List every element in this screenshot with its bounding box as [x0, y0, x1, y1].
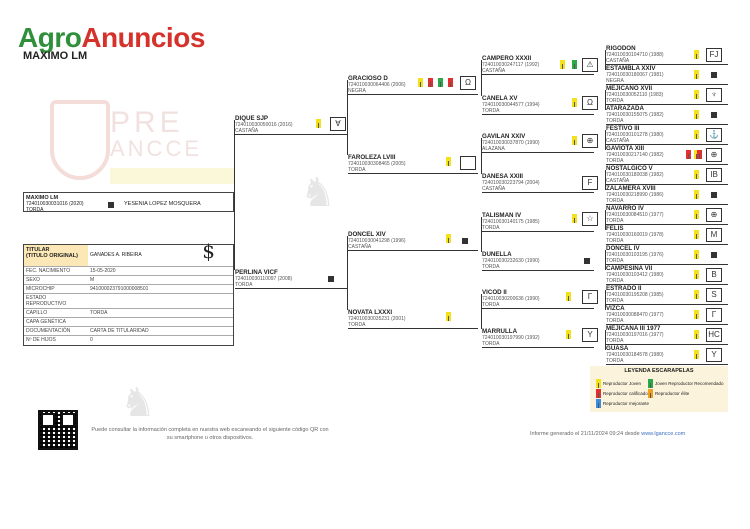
pedigree-connector — [605, 210, 606, 230]
red-rosette-icon — [697, 150, 702, 159]
horse-color: TORDA — [482, 108, 500, 114]
horse-id: 724010030103195 (1976) — [606, 252, 664, 258]
horse-name: GRACIOSO D — [348, 75, 388, 82]
subject-card — [23, 192, 234, 212]
pedigree-horse-card[interactable] — [348, 155, 478, 174]
info-label: CAPA GENÉTICA — [26, 319, 66, 325]
horse-name: CANELA XV — [482, 95, 518, 102]
horse-name: VICOD II — [482, 289, 507, 296]
horse-name: FAROLEZA LVIII — [348, 154, 396, 161]
pedigree-horse-card[interactable] — [348, 232, 478, 251]
horse-color: TORDA — [606, 238, 624, 244]
info-row-titular — [24, 239, 233, 267]
horse-id: 724010030195208 (1985) — [606, 292, 664, 298]
pedigree-connector — [605, 290, 606, 310]
horse-id: 724010030232630 (1990) — [482, 258, 540, 264]
brand-mark-icon: ♆ — [706, 88, 722, 102]
horse-color: TORDA — [348, 322, 366, 328]
pedigree-connector — [605, 330, 606, 350]
horse-id: 724010030200636 (1990) — [482, 296, 540, 302]
legend-item: Reproductor calificado — [596, 389, 648, 398]
yellow-rosette-icon — [694, 250, 699, 259]
info-label: Nº DE HIJOS — [26, 337, 56, 343]
horse-id: 724010030197016 (1977) — [606, 332, 664, 338]
horse-id: 724010030247117 (1992) — [482, 62, 540, 68]
horse-color: CASTAÑA — [482, 68, 506, 74]
info-row — [24, 285, 233, 294]
yellow-rosette-icon — [694, 350, 699, 359]
pedigree-connector — [234, 120, 235, 270]
yellow-rosette-icon — [694, 70, 699, 79]
yellow-rosette-icon — [566, 292, 571, 301]
pedigree-horse-card[interactable] — [606, 186, 728, 205]
horse-id: 724010030218990 (1986) — [606, 192, 664, 198]
footer-generated-text: Informe generado el 21/11/2024 09:24 desde www.lgancce.com — [530, 431, 686, 437]
info-row — [24, 267, 233, 276]
orange-rosette-icon — [648, 389, 653, 398]
horse-color: TORDA — [606, 198, 624, 204]
horse-id: 724010030041298 (1996) — [348, 238, 406, 244]
horse-name: GUASA — [606, 345, 629, 352]
horse-name: NAVARRO IV — [606, 205, 644, 212]
pedigree-connector — [481, 217, 482, 252]
pedigree-horse-card[interactable] — [482, 213, 594, 232]
yellow-rosette-icon — [560, 60, 565, 69]
horse-color: TORDA — [482, 341, 500, 347]
horse-name: FESTIVO III — [606, 125, 640, 132]
green-rosette-icon — [648, 379, 653, 388]
pedigree-horse-card[interactable] — [482, 252, 594, 271]
yellow-rosette-icon — [694, 210, 699, 219]
horse-name: ZALAMERA XVIII — [606, 185, 656, 192]
dollar-brand-icon: $ — [202, 239, 215, 263]
brand-badge-icon — [584, 258, 590, 264]
info-row — [24, 276, 233, 285]
horse-name: NOSTALGICO V — [606, 165, 653, 172]
pedigree-connector — [605, 90, 606, 110]
horse-name: DONCEL IV — [606, 245, 640, 252]
horse-color: TORDA — [606, 358, 624, 364]
pedigree-connector — [605, 50, 606, 70]
horse-id: 724010030160019 (1978) — [606, 232, 664, 238]
brand-mark-icon: HC — [706, 328, 722, 342]
horse-color: CASTAÑA — [482, 186, 506, 192]
info-value: 941000023791000008501 — [90, 286, 149, 292]
horse-id: 724010030180038 (1982) — [606, 172, 664, 178]
watermark-bar — [110, 168, 234, 184]
brand-badge-icon — [711, 252, 717, 258]
brand-mark-icon — [460, 156, 476, 170]
info-label: SEXO — [26, 277, 40, 283]
brand-badge-icon — [328, 276, 334, 282]
brand-mark-icon: Ω — [460, 76, 476, 90]
horse-id: 724010030064406 (2006) — [348, 82, 406, 88]
yellow-rosette-icon — [694, 110, 699, 119]
horse-color: TORDA — [348, 167, 366, 173]
brand-mark-icon: Ω — [582, 96, 598, 110]
footer-info-text: Puede consultar la información completa en nuestra web escaneando el siguiente código QR con su smartphone u otros dispositivos. — [91, 427, 329, 441]
horse-name: MARRULLA — [482, 328, 518, 335]
brand-mark-icon: Y — [582, 328, 598, 342]
horse-color: TORDA — [482, 302, 500, 308]
info-value — [88, 318, 233, 326]
info-label: ESTADO REPRODUCTIVO — [26, 295, 67, 307]
pedigree-horse-card[interactable] — [348, 310, 478, 329]
horse-color: TORDA — [606, 258, 624, 264]
legend-item: Reproductor élite — [648, 389, 689, 398]
info-row — [24, 336, 233, 345]
pedigree-connector — [605, 250, 606, 270]
horse-id: 724010030044577 (1994) — [482, 102, 540, 108]
brand-mark-icon: ⊕ — [706, 148, 722, 162]
horse-name: GAVILAN XXIV — [482, 133, 526, 140]
yellow-rosette-icon — [694, 170, 699, 179]
horse-color: TORDA — [482, 264, 500, 270]
pedigree-horse-card[interactable] — [482, 329, 594, 348]
horse-name: MEJICANO XVII — [606, 85, 653, 92]
info-value: GANADES A. RIBEIRA $ — [90, 239, 215, 263]
pedigree-horse-card[interactable] — [482, 174, 594, 193]
brand-mark-icon: Γ — [706, 308, 722, 322]
brand-badge-icon — [711, 192, 717, 198]
info-row — [24, 327, 233, 336]
horse-id: 724010030184578 (1980) — [606, 352, 664, 358]
info-table — [23, 239, 234, 346]
horse-id: 724010030155075 (1982) — [606, 112, 664, 118]
pedigree-connector — [481, 138, 482, 174]
brand-mark-icon: IB — [706, 168, 722, 182]
info-label: CAPILLO — [26, 310, 48, 316]
horse-id: 724010030103412 (1980) — [606, 272, 664, 278]
yellow-rosette-icon — [418, 78, 423, 87]
horse-id: 724010030308465 (2005) — [348, 161, 406, 167]
horse-name: ESTRADO II — [606, 285, 642, 292]
brand-mark-icon: Γ — [582, 290, 598, 304]
red-rosette-icon — [596, 389, 601, 398]
green-rosette-icon — [572, 60, 577, 69]
horse-color: CASTAÑA — [606, 138, 630, 144]
legend-item: Reproductor mejorante — [596, 399, 649, 408]
brand-mark-icon: M — [706, 228, 722, 242]
horse-id: 724010030084510 (1977) — [606, 212, 664, 218]
pedigree-horse-card[interactable] — [348, 76, 478, 95]
info-row — [24, 294, 233, 309]
brand-mark-icon: ⚠ — [582, 58, 598, 72]
yellow-rosette-icon — [694, 310, 699, 319]
horse-id: 724010030088470 (1977) — [606, 312, 664, 318]
horse-color: NEGRA — [348, 88, 366, 94]
pedigree-horse-card[interactable] — [482, 96, 594, 115]
yellow-rosette-icon — [694, 90, 699, 99]
pedigree-connector — [605, 130, 606, 150]
subject-name: MAXIMO LM — [26, 195, 59, 201]
horse-id: 724010030052110 (1983) — [606, 92, 664, 98]
watermark-pre: PRE — [110, 106, 184, 139]
horse-color: TORDA — [606, 338, 624, 344]
pedigree-horse-card[interactable] — [482, 134, 594, 153]
horse-id: 724010030035231 (2001) — [348, 316, 406, 322]
brand-mark-icon: ⊕ — [582, 134, 598, 148]
info-label: DOCUMENTACIÓN — [26, 328, 71, 334]
brand-mark-icon: Y — [706, 348, 722, 362]
yellow-rosette-icon — [694, 190, 699, 199]
owner-name: YESENIA LOPEZ MOSQUERA — [124, 201, 201, 207]
horse-watermark-icon: ♞ — [300, 171, 336, 215]
horse-color: ALAZANA — [482, 146, 505, 152]
subject-color: TORDA — [26, 207, 44, 213]
info-value: 0 — [90, 337, 93, 343]
horse-name: DUNELLA — [482, 251, 512, 258]
horse-color: NEGRA — [606, 78, 624, 84]
horse-color: CASTAÑA — [606, 58, 630, 64]
info-value: M — [90, 277, 95, 283]
brand-mark-icon: ∀ — [330, 117, 346, 131]
yellow-rosette-icon — [566, 330, 571, 339]
horse-id: 724010030197990 (1992) — [482, 335, 540, 341]
horse-name: ESTAMBLA XXIV — [606, 65, 656, 72]
ancce-link[interactable]: www.lgancce.com — [641, 431, 686, 437]
brand-mark-icon: ☆ — [582, 212, 598, 226]
red-rosette-icon — [448, 78, 453, 87]
brand-badge-icon — [711, 72, 717, 78]
yellow-rosette-icon — [446, 312, 451, 321]
horse-color: TORDA — [606, 278, 624, 284]
horse-color: TORDA — [482, 225, 500, 231]
horse-id: 724010030223794 (2004) — [482, 180, 540, 186]
horse-id: 724010030110097 (2008) — [235, 276, 293, 282]
pedigree-horse-card[interactable] — [482, 56, 594, 75]
horse-color: TORDA — [606, 98, 624, 104]
horse-name: DIQUE SJP — [235, 115, 269, 122]
info-row — [24, 309, 233, 318]
horse-color: TORDA — [606, 158, 624, 164]
yellow-rosette-icon — [694, 270, 699, 279]
agroanuncios-logo[interactable]: AgroAnuncios — [18, 22, 205, 53]
horse-watermark-icon: ♞ — [120, 381, 156, 425]
legend-item: Joven Reproductor Recomendado — [648, 379, 724, 388]
pedigree-horse-card[interactable] — [606, 66, 728, 85]
info-label: FEC. NACIMIENTO — [26, 268, 71, 274]
yellow-rosette-icon — [694, 290, 699, 299]
yellow-rosette-icon — [446, 234, 451, 243]
horse-name: PERLINA VICF — [235, 269, 278, 276]
legend-panel — [590, 366, 728, 412]
horse-name: NOVATA LXXXI — [348, 309, 393, 316]
info-label: TITULAR (TITULO ORIGINAL) — [24, 245, 88, 266]
horse-name: CAMPESINA VII — [606, 265, 653, 272]
brand-mark-icon: B — [706, 268, 722, 282]
green-rosette-icon — [438, 78, 443, 87]
legend-item: Reproductor Joven — [596, 379, 641, 388]
info-value — [88, 294, 233, 308]
qr-code[interactable] — [38, 410, 78, 450]
info-value: CARTA DE TITULARIDAD — [90, 328, 149, 334]
yellow-rosette-icon — [694, 130, 699, 139]
horse-color: TORDA — [606, 218, 624, 224]
pedigree-connector — [605, 170, 606, 190]
brand-badge-icon — [462, 238, 468, 244]
yellow-rosette-icon — [596, 379, 601, 388]
horse-name: RIGODON — [606, 45, 636, 52]
brand-mark-icon: F — [582, 176, 598, 190]
brand-mark-icon: ⚓ — [706, 128, 722, 142]
yellow-rosette-icon — [572, 136, 577, 145]
ancce-shield-watermark — [50, 100, 110, 180]
horse-id: 724010030104710 (1988) — [606, 52, 664, 58]
pedigree-connector — [481, 294, 482, 329]
red-rosette-icon — [686, 150, 691, 159]
horse-name: MEJICANA III 1977 — [606, 325, 661, 332]
horse-id: 724010030037870 (1990) — [482, 140, 540, 146]
legend-title: LEYENDA ESCARAPELAS — [624, 368, 694, 374]
pedigree-horse-card[interactable] — [606, 246, 728, 265]
yellow-rosette-icon — [694, 50, 699, 59]
horse-name: DONCEL XIV — [348, 231, 386, 238]
pedigree-horse-card[interactable] — [606, 106, 728, 125]
horse-id: 724010030217140 (1982) — [606, 152, 664, 158]
horse-name: FELIS — [606, 225, 624, 232]
pedigree-horse-card[interactable] — [482, 290, 594, 309]
horse-color: CASTAÑA — [606, 178, 630, 184]
brand-mark-icon: ⊕ — [706, 208, 722, 222]
yellow-rosette-icon — [572, 98, 577, 107]
blue-rosette-icon — [596, 399, 601, 408]
brand-badge-icon — [711, 112, 717, 118]
info-label: MICROCHIP — [26, 286, 55, 292]
info-value: TORDA — [90, 310, 108, 316]
yellow-rosette-icon — [572, 214, 577, 223]
horse-name: CAMPERO XXXII — [482, 55, 532, 62]
horse-color: TORDA — [606, 298, 624, 304]
horse-name: VIZCA — [606, 305, 625, 312]
red-rosette-icon — [428, 78, 433, 87]
horse-id: 724010030140175 (1985) — [482, 219, 540, 225]
yellow-rosette-icon — [316, 119, 321, 128]
yellow-rosette-icon — [694, 230, 699, 239]
horse-color: CASTAÑA — [348, 244, 372, 250]
page-title: MAXIMO LM — [23, 50, 88, 62]
info-row — [24, 318, 233, 327]
horse-id: 724010030050016 (2016) — [235, 122, 293, 128]
brand-badge-icon — [108, 202, 114, 208]
horse-color: TORDA — [235, 282, 253, 288]
horse-id: 724010030180067 (1981) — [606, 72, 664, 78]
yellow-rosette-icon — [694, 330, 699, 339]
horse-color: CASTAÑA — [235, 128, 259, 134]
info-value: 15-05-2020 — [90, 268, 116, 274]
horse-color: TORDA — [606, 118, 624, 124]
yellow-rosette-icon — [446, 157, 451, 166]
watermark-ancce: ANCCE — [110, 136, 203, 161]
horse-id: 724010030101278 (1980) — [606, 132, 664, 138]
horse-color: TORDA — [606, 318, 624, 324]
horse-name: GAVIOTA XIII — [606, 145, 645, 152]
horse-name: TALISMAN IV — [482, 212, 522, 219]
pedigree-connector — [347, 80, 348, 155]
horse-name: DANESA XXIII — [482, 173, 524, 180]
subject-id: 724010030031016 (2020) — [26, 201, 84, 207]
pedigree-connector — [481, 60, 482, 96]
brand-mark-icon: S — [706, 288, 722, 302]
pedigree-connector — [347, 236, 348, 310]
brand-mark-icon: FJ — [706, 48, 722, 62]
horse-name: ATARAZADA — [606, 105, 644, 112]
